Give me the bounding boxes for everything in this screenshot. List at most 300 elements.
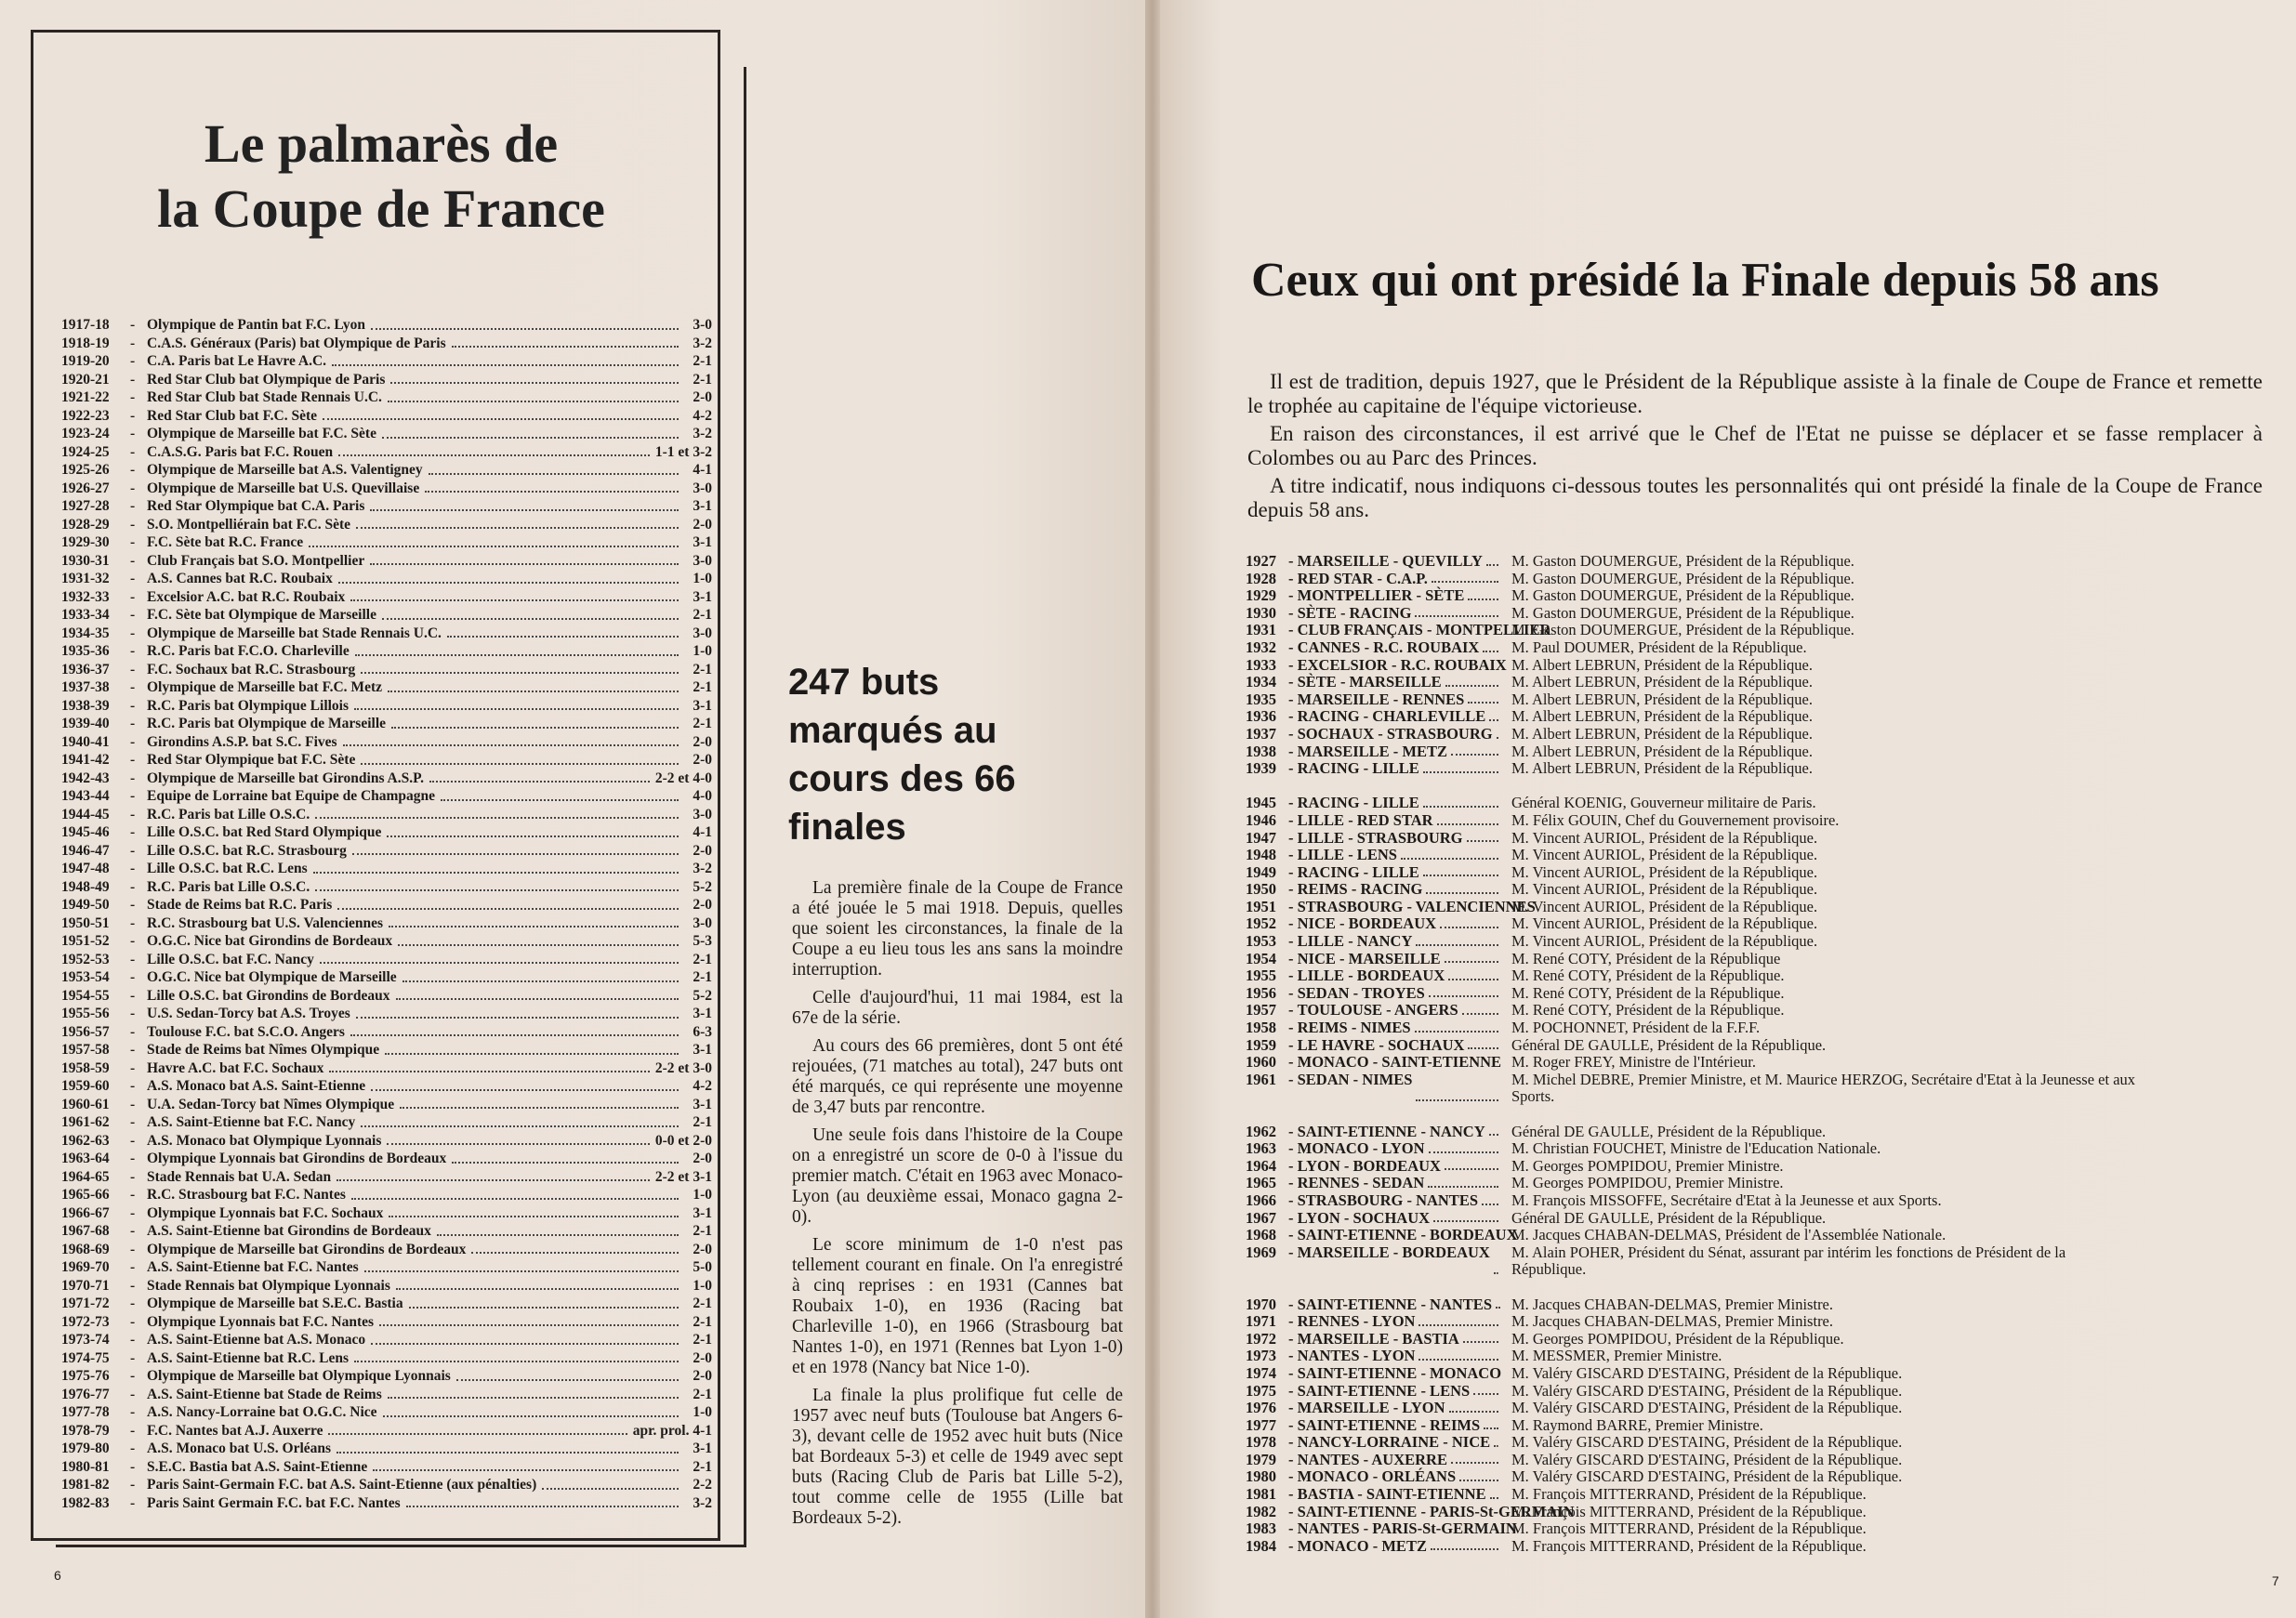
president-year: 1976 xyxy=(1246,1399,1276,1417)
palmares-season: 1933-34 xyxy=(61,607,110,623)
final-teams: NANTES - PARIS-St-GERMAIN xyxy=(1297,1519,1517,1538)
president-leader xyxy=(1459,1468,1498,1481)
president-name: M. Vincent AURIOL, Président de la République. xyxy=(1511,828,1818,847)
president-final: - LYON - BORDEAUX xyxy=(1288,1158,1502,1176)
president-final: - MARSEILLE - BORDEAUX xyxy=(1288,1244,1502,1279)
final-teams: RACING - LILLE xyxy=(1297,759,1419,778)
president-year: 1938 xyxy=(1246,742,1276,760)
final-teams: RACING - LILLE xyxy=(1297,794,1419,812)
palmares-leader xyxy=(387,1132,650,1146)
palmares-row xyxy=(61,806,712,824)
president-name: M. Valéry GISCARD D'ESTAING, Président de la République. xyxy=(1511,1381,1903,1400)
palmares-season: 1958-59 xyxy=(61,1059,110,1076)
president-year: 1960 xyxy=(1246,1053,1276,1072)
palmares-match: Lille O.S.C. bat F.C. Nancy xyxy=(147,951,314,967)
president-name: M. Roger FREY, Ministre de l'Intérieur. xyxy=(1511,1053,1756,1072)
president-name: M. François MISSOFFE, Secrétaire d'Etat à la Jeunesse et aux Sports. xyxy=(1511,1190,1942,1209)
president-year: 1983 xyxy=(1246,1519,1276,1538)
palmares-row xyxy=(61,352,712,371)
palmares-season: 1940-41 xyxy=(61,733,110,750)
president-final: - RACING - LILLE xyxy=(1288,864,1502,882)
palmares-leader xyxy=(336,1168,650,1182)
palmares-season: 1961-62 xyxy=(61,1114,110,1130)
palmares-season: 1947-48 xyxy=(61,861,110,876)
palmares-row xyxy=(61,516,712,534)
palmares-season: 1929-30 xyxy=(61,534,110,550)
president-row xyxy=(1246,1468,2277,1486)
president-row xyxy=(1246,1331,2277,1348)
president-name: M. Vincent AURIOL, Président de la République. xyxy=(1511,932,1818,951)
palmares-match: R.C. Strasbourg bat F.C. Nantes xyxy=(147,1187,346,1203)
president-final: - SAINT-ETIENNE - NANCY xyxy=(1288,1124,1502,1141)
palmares-dash: - xyxy=(130,716,136,731)
palmares-leader xyxy=(352,842,679,856)
palmares-score: 2-0 xyxy=(693,1151,712,1166)
president-name: M. Jacques CHABAN-DELMAS, Président de l'Assemblée Nationale. xyxy=(1511,1226,1946,1244)
palmares-score: 5-2 xyxy=(693,878,712,895)
final-teams: STRASBOURG - VALENCIENNES xyxy=(1297,897,1536,915)
palmares-dash: - xyxy=(130,770,136,786)
president-leader xyxy=(1496,1296,1498,1309)
president-row xyxy=(1246,1140,2277,1158)
palmares-score: 2-1 xyxy=(693,371,712,388)
palmares-leader xyxy=(309,533,679,547)
palmares-season: 1932-33 xyxy=(61,588,110,605)
goals-paragraph: Celle d'aujourd'hui, 11 mai 1984, est la 67e de la série. xyxy=(792,988,1123,1028)
palmares-row xyxy=(61,932,712,951)
president-year: 1953 xyxy=(1246,932,1276,951)
final-teams: NANTES - LYON xyxy=(1297,1347,1416,1365)
palmares-row xyxy=(61,388,712,407)
palmares-dash: - xyxy=(130,1223,136,1239)
palmares-match: Olympique de Marseille bat A.S. Valentigney xyxy=(147,462,423,478)
goals-paragraph: La première finale de la Coupe de France a été jouée le 5 mai 1918. Depuis, quelles que soient les circonstances, la finale de la Coupe a eu lieu tous les ans sans la moindre interruption. xyxy=(792,878,1123,980)
palmares-row xyxy=(61,1077,712,1096)
final-teams: SAINT-ETIENNE - NANTES xyxy=(1297,1295,1492,1313)
palmares-row xyxy=(61,1349,712,1368)
palmares-dash: - xyxy=(130,480,136,496)
president-year: 1967 xyxy=(1246,1208,1276,1227)
palmares-row xyxy=(61,1277,712,1296)
president-year: 1961 xyxy=(1246,1070,1276,1088)
presidents-list xyxy=(1246,553,2277,1555)
final-teams: NANCY-LORRAINE - NICE xyxy=(1297,1433,1491,1452)
palmares-season: 1935-36 xyxy=(61,643,110,659)
palmares-dash: - xyxy=(130,914,136,931)
president-year: 1973 xyxy=(1246,1347,1276,1365)
palmares-match: O.G.C. Nice bat Girondins de Bordeaux xyxy=(147,933,393,949)
palmares-dash: - xyxy=(130,824,136,840)
palmares-dash: - xyxy=(130,607,136,623)
palmares-match: R.C. Paris bat F.C.O. Charleville xyxy=(147,643,350,659)
palmares-row xyxy=(61,733,712,752)
president-leader xyxy=(1419,1348,1498,1361)
president-name: Général KOENIG, Gouverneur militaire de Paris. xyxy=(1511,794,1816,812)
president-final: - MARSEILLE - BASTIA xyxy=(1288,1331,1502,1348)
president-leader xyxy=(1433,1210,1498,1223)
palmares-row xyxy=(61,1458,712,1477)
palmares-dash: - xyxy=(130,1404,136,1420)
president-year: 1937 xyxy=(1246,724,1276,743)
palmares-leader xyxy=(371,316,679,330)
president-final: - SÈTE - RACING xyxy=(1288,605,1502,623)
palmares-leader xyxy=(382,425,679,439)
palmares-match: Olympique de Marseille bat S.E.C. Bastia xyxy=(147,1296,403,1311)
palmares-dash: - xyxy=(130,1096,136,1112)
president-name: Général DE GAULLE, Président de la République. xyxy=(1511,1208,1827,1227)
palmares-match: A.S. Monaco bat Olympique Lyonnais xyxy=(147,1132,382,1149)
final-teams: SEDAN - TROYES xyxy=(1297,983,1425,1002)
president-row xyxy=(1246,933,2277,951)
president-final: - CANNES - R.C. ROUBAIX xyxy=(1288,639,1502,657)
palmares-dash: - xyxy=(130,571,136,586)
president-final: - MARSEILLE - QUEVILLY xyxy=(1288,553,1502,571)
palmares-row xyxy=(61,1222,712,1241)
president-name: M. Valéry GISCARD D'ESTAING, Président de la République. xyxy=(1511,1450,1903,1468)
president-row xyxy=(1246,605,2277,623)
president-year: 1965 xyxy=(1246,1174,1276,1192)
palmares-dash: - xyxy=(130,1368,136,1384)
palmares-score: 2-1 xyxy=(693,1313,712,1330)
palmares-dash: - xyxy=(130,733,136,750)
palmares-season: 1962-63 xyxy=(61,1132,110,1149)
president-name: M. François MITTERRAND, Président de la République. xyxy=(1511,1502,1867,1520)
president-final: - SAINT-ETIENNE - BORDEAUX xyxy=(1288,1226,1518,1244)
president-year: 1928 xyxy=(1246,569,1276,587)
president-leader xyxy=(1468,587,1498,600)
palmares-match: A.S. Saint-Etienne bat R.C. Lens xyxy=(147,1349,350,1366)
final-teams: NANTES - AUXERRE xyxy=(1297,1450,1447,1468)
president-year: 1978 xyxy=(1246,1433,1276,1452)
palmares-match: Red Star Olympique bat C.A. Paris xyxy=(147,498,365,514)
president-leader xyxy=(1482,1192,1498,1205)
palmares-leader xyxy=(452,335,679,349)
palmares-leader xyxy=(388,678,679,692)
president-final: - SOCHAUX - STRASBOURG xyxy=(1288,726,1502,743)
palmares-season: 1966-67 xyxy=(61,1204,110,1221)
president-year: 1982 xyxy=(1246,1502,1276,1520)
president-row xyxy=(1246,1175,2277,1192)
palmares-season: 1975-76 xyxy=(61,1368,110,1384)
palmares-season: 1978-79 xyxy=(61,1422,110,1439)
palmares-season: 1954-55 xyxy=(61,987,110,1004)
president-final: - MARSEILLE - METZ xyxy=(1288,743,1502,761)
palmares-score: 2-2 et 3-0 xyxy=(654,1059,712,1076)
palmares-dash: - xyxy=(130,1458,136,1475)
final-teams: MARSEILLE - BORDEAUX xyxy=(1297,1243,1490,1261)
palmares-row xyxy=(61,606,712,625)
palmares-score: 2-0 xyxy=(693,389,712,405)
president-leader xyxy=(1428,1175,1498,1188)
palmares-row xyxy=(61,1059,712,1078)
president-final: - NICE - MARSEILLE xyxy=(1288,951,1502,968)
president-name: M. Albert LEBRUN, Président de la République. xyxy=(1511,690,1813,708)
palmares-score: 2-0 xyxy=(693,1349,712,1366)
palmares-match: Red Star Olympique bat F.C. Sète xyxy=(147,752,356,768)
president-final: - CLUB FRANÇAIS - MONTPELLIER xyxy=(1288,621,1551,639)
palmares-row xyxy=(61,1440,712,1458)
president-row xyxy=(1246,1383,2277,1401)
palmares-season: 1977-78 xyxy=(61,1404,110,1420)
palmares-leader xyxy=(429,461,679,475)
palmares-leader xyxy=(371,1077,679,1091)
president-year: 1948 xyxy=(1246,846,1276,864)
final-teams: LILLE - LENS xyxy=(1297,846,1397,864)
palmares-leader xyxy=(388,388,679,402)
palmares-season: 1960-61 xyxy=(61,1096,110,1112)
palmares-score: 4-1 xyxy=(693,462,712,478)
palmares-row xyxy=(61,1186,712,1204)
palmares-row xyxy=(61,625,712,643)
palmares-season: 1969-70 xyxy=(61,1259,110,1275)
president-row xyxy=(1246,674,2277,691)
palmares-leader xyxy=(320,951,679,965)
president-final: - STRASBOURG - NANTES xyxy=(1288,1192,1502,1210)
president-leader xyxy=(1419,1313,1498,1326)
president-row xyxy=(1246,1520,2277,1538)
palmares-match: U.S. Sedan-Torcy bat A.S. Troyes xyxy=(147,1006,350,1021)
palmares-score: 4-1 xyxy=(693,824,712,840)
palmares-leader xyxy=(400,1096,679,1110)
palmares-title-line-1: Le palmarès de xyxy=(204,113,559,174)
palmares-dash: - xyxy=(130,1187,136,1203)
palmares-leader xyxy=(351,1186,679,1200)
president-final: - LILLE - LENS xyxy=(1288,847,1502,864)
final-teams: NICE - BORDEAUX xyxy=(1297,914,1437,933)
palmares-match: Olympique de Marseille bat Stade Rennais U.C. xyxy=(147,625,442,641)
intro-paragraph: Il est de tradition, depuis 1927, que le Président de la République assiste à la finale de Coupe de France et remette le trophée au capitaine de l'équipe victorieuse. xyxy=(1247,370,2263,417)
palmares-leader xyxy=(354,1349,679,1363)
palmares-leader xyxy=(389,1204,679,1218)
president-year: 1930 xyxy=(1246,603,1276,622)
palmares-row xyxy=(61,1386,712,1404)
palmares-season: 1965-66 xyxy=(61,1187,110,1203)
palmares-match: F.C. Nantes bat A.J. Auxerre xyxy=(147,1422,323,1439)
president-year: 1957 xyxy=(1246,1001,1276,1019)
palmares-score: 0-0 et 2-0 xyxy=(654,1132,712,1149)
president-name: Général DE GAULLE, Président de la République. xyxy=(1511,1035,1827,1054)
palmares-season: 1963-64 xyxy=(61,1151,110,1166)
palmares-season: 1917-18 xyxy=(61,317,110,333)
palmares-score: 3-0 xyxy=(693,625,712,641)
palmares-row xyxy=(61,661,712,679)
president-leader xyxy=(1451,1452,1498,1465)
palmares-score: 3-0 xyxy=(693,806,712,822)
palmares-leader xyxy=(315,878,679,892)
goals-paragraph: Le score minimum de 1-0 n'est pas tellement courant en finale. On l'a enregistré à cinq reprises : en 1931 (Cannes bat Roubaix 1-0), en 1936 (Racing bat Charleville 1-0), en 1966 (Strasbourg bat Nantes 1-0), en 1971 (Rennes bat Lyon 1-0) et en 1978 (Nancy bat Nice 1-0). xyxy=(792,1235,1123,1377)
president-name: M. François MITTERRAND, Président de la République. xyxy=(1511,1485,1867,1504)
palmares-match: C.A.S.G. Paris bat F.C. Rouen xyxy=(147,443,334,460)
president-year: 1955 xyxy=(1246,967,1276,985)
president-final: - MONACO - ORLÉANS xyxy=(1288,1468,1502,1486)
palmares-score: 2-0 xyxy=(693,516,712,533)
palmares-score: 6-3 xyxy=(693,1023,712,1040)
palmares-leader xyxy=(425,480,679,493)
palmares-row xyxy=(61,1313,712,1332)
palmares-season: 1927-28 xyxy=(61,498,110,514)
palmares-season: 1973-74 xyxy=(61,1332,110,1348)
page-number-right: 7 xyxy=(2272,1573,2279,1588)
palmares-leader xyxy=(364,1258,679,1272)
palmares-row xyxy=(61,678,712,697)
palmares-leader xyxy=(452,1150,679,1164)
president-row xyxy=(1246,587,2277,605)
president-year: 1929 xyxy=(1246,586,1276,605)
palmares-dash: - xyxy=(130,371,136,388)
president-name: M. Georges POMPIDOU, Président de la République. xyxy=(1511,1329,1844,1348)
palmares-leader xyxy=(373,1458,679,1472)
palmares-match: A.S. Nancy-Lorraine bat O.G.C. Nice xyxy=(147,1404,377,1420)
palmares-dash: - xyxy=(130,335,136,351)
palmares-leader xyxy=(406,1494,679,1508)
palmares-leader xyxy=(361,751,679,765)
president-row xyxy=(1246,812,2277,830)
president-leader xyxy=(1489,1124,1498,1137)
president-final: - MONTPELLIER - SÈTE xyxy=(1288,587,1502,605)
palmares-row xyxy=(61,425,712,443)
final-teams: BASTIA - SAINT-ETIENNE xyxy=(1297,1485,1486,1504)
palmares-score: 5-0 xyxy=(693,1259,712,1275)
president-leader xyxy=(1415,605,1498,618)
president-leader xyxy=(1437,812,1498,825)
palmares-row xyxy=(61,1113,712,1132)
president-name: M. Gaston DOUMERGUE, Président de la République. xyxy=(1511,621,1854,639)
president-row xyxy=(1246,1054,2277,1072)
palmares-score: 2-1 xyxy=(693,951,712,967)
president-final: - SÈTE - MARSEILLE xyxy=(1288,674,1502,691)
president-year: 1972 xyxy=(1246,1329,1276,1348)
palmares-dash: - xyxy=(130,1332,136,1348)
final-teams: SEDAN - NIMES xyxy=(1297,1070,1413,1088)
palmares-match: A.S. Saint-Etienne bat F.C. Nantes xyxy=(147,1259,359,1275)
palmares-dash: - xyxy=(130,407,136,424)
palmares-dash: - xyxy=(130,1494,136,1511)
president-row xyxy=(1246,1002,2277,1019)
palmares-match: Olympique de Marseille bat Olympique Lyonnais xyxy=(147,1368,451,1384)
palmares-score: 2-0 xyxy=(693,1368,712,1384)
president-final: - RENNES - LYON xyxy=(1288,1313,1502,1331)
president-row xyxy=(1246,1019,2277,1037)
president-row xyxy=(1246,743,2277,761)
palmares-dash: - xyxy=(130,1422,136,1439)
palmares-row xyxy=(61,552,712,571)
palmares-score: 2-2 et 4-0 xyxy=(654,770,712,786)
president-row xyxy=(1246,553,2277,571)
palmares-dash: - xyxy=(130,1277,136,1294)
palmares-leader xyxy=(456,1367,679,1381)
president-final: - MARSEILLE - LYON xyxy=(1288,1400,1502,1417)
president-year: 1981 xyxy=(1246,1485,1276,1504)
president-row xyxy=(1246,691,2277,709)
final-teams: MONACO - ORLÉANS xyxy=(1297,1467,1457,1486)
palmares-match: Paris Saint-Germain F.C. bat A.S. Saint-Etienne (aux pénalties) xyxy=(147,1477,537,1493)
palmares-title xyxy=(56,112,706,242)
president-year: 1939 xyxy=(1246,759,1276,778)
palmares-season: 1925-26 xyxy=(61,462,110,478)
palmares-season: 1979-80 xyxy=(61,1440,110,1456)
palmares-dash: - xyxy=(130,1259,136,1275)
palmares-leader xyxy=(361,661,679,675)
palmares-match: Stade Rennais bat Olympique Lyonnais xyxy=(147,1277,390,1294)
president-name: M. Albert LEBRUN, Président de la République. xyxy=(1511,759,1813,778)
palmares-match: Equipe de Lorraine bat Equipe de Champagne xyxy=(147,788,436,804)
palmares-row xyxy=(61,407,712,426)
president-final: - REIMS - RACING xyxy=(1288,881,1502,899)
final-teams: SAINT-ETIENNE - LENS xyxy=(1297,1381,1471,1400)
palmares-score: 1-0 xyxy=(693,1404,712,1420)
president-row xyxy=(1246,1124,2277,1141)
president-final: - SAINT-ETIENNE - LENS xyxy=(1288,1383,1502,1401)
palmares-leader xyxy=(402,968,679,982)
president-leader xyxy=(1494,1434,1498,1447)
final-teams: MARSEILLE - LYON xyxy=(1297,1399,1445,1417)
president-leader xyxy=(1445,674,1498,687)
palmares-score: 3-2 xyxy=(693,426,712,441)
final-teams: LILLE - BORDEAUX xyxy=(1297,967,1445,985)
president-leader xyxy=(1415,1019,1498,1033)
palmares-leader xyxy=(337,896,679,910)
palmares-score: 2-1 xyxy=(693,1296,712,1311)
final-teams: RED STAR - C.A.P. xyxy=(1297,569,1428,587)
president-final: - LILLE - BORDEAUX xyxy=(1288,967,1502,985)
palmares-season: 1931-32 xyxy=(61,571,110,586)
palmares-score: 3-0 xyxy=(693,914,712,931)
president-year: 1946 xyxy=(1246,810,1276,829)
palmares-score: 1-1 et 3-2 xyxy=(654,443,712,460)
president-final: - RACING - LILLE xyxy=(1288,760,1502,778)
intro-paragraph: A titre indicatif, nous indiquons ci-dessous toutes les personnalités qui ont présidé la finale de la Coupe de France depuis 58 ans. xyxy=(1247,474,2263,521)
president-name: M. Jacques CHABAN-DELMAS, Premier Ministre. xyxy=(1511,1295,1834,1313)
final-teams: REIMS - NIMES xyxy=(1297,1019,1411,1037)
palmares-match: Excelsior A.C. bat R.C. Roubaix xyxy=(147,588,346,605)
palmares-season: 1972-73 xyxy=(61,1313,110,1330)
president-name: M. Georges POMPIDOU, Premier Ministre. xyxy=(1511,1174,1784,1192)
palmares-season: 1941-42 xyxy=(61,752,110,768)
palmares-row xyxy=(61,697,712,716)
final-teams: RENNES - LYON xyxy=(1297,1312,1416,1331)
palmares-score: 2-1 xyxy=(693,716,712,731)
final-teams: SAINT-ETIENNE - BORDEAUX xyxy=(1297,1226,1518,1244)
palmares-leader xyxy=(387,823,679,837)
palmares-leader xyxy=(370,552,679,566)
palmares-score: 2-2 xyxy=(693,1477,712,1493)
president-row xyxy=(1246,795,2277,812)
palmares-match: F.C. Sète bat Olympique de Marseille xyxy=(147,607,376,623)
palmares-dash: - xyxy=(130,679,136,695)
president-leader xyxy=(1497,726,1498,739)
president-row xyxy=(1246,951,2277,968)
president-year: 1979 xyxy=(1246,1450,1276,1468)
palmares-row xyxy=(61,1150,712,1168)
palmares-score: 2-1 xyxy=(693,1223,712,1239)
president-row xyxy=(1246,1072,2277,1106)
president-year: 1952 xyxy=(1246,914,1276,933)
palmares-match: R.C. Paris bat Lille O.S.C. xyxy=(147,878,310,895)
palmares-match: A.S. Saint-Etienne bat Stade de Reims xyxy=(147,1386,382,1402)
goals-title: 247 buts marqués au cours des 66 finales xyxy=(788,662,1016,848)
palmares-dash: - xyxy=(130,951,136,967)
palmares-score: 2-1 xyxy=(693,1386,712,1402)
palmares-leader xyxy=(355,642,679,656)
president-leader xyxy=(1445,951,1498,964)
palmares-season: 1921-22 xyxy=(61,389,110,405)
palmares-score: 3-1 xyxy=(693,1042,712,1058)
final-teams: SÈTE - RACING xyxy=(1297,603,1412,622)
palmares-season: 1951-52 xyxy=(61,933,110,949)
palmares-leader xyxy=(332,352,679,366)
palmares-row xyxy=(61,842,712,861)
palmares-match: Stade de Reims bat R.C. Paris xyxy=(147,897,333,913)
